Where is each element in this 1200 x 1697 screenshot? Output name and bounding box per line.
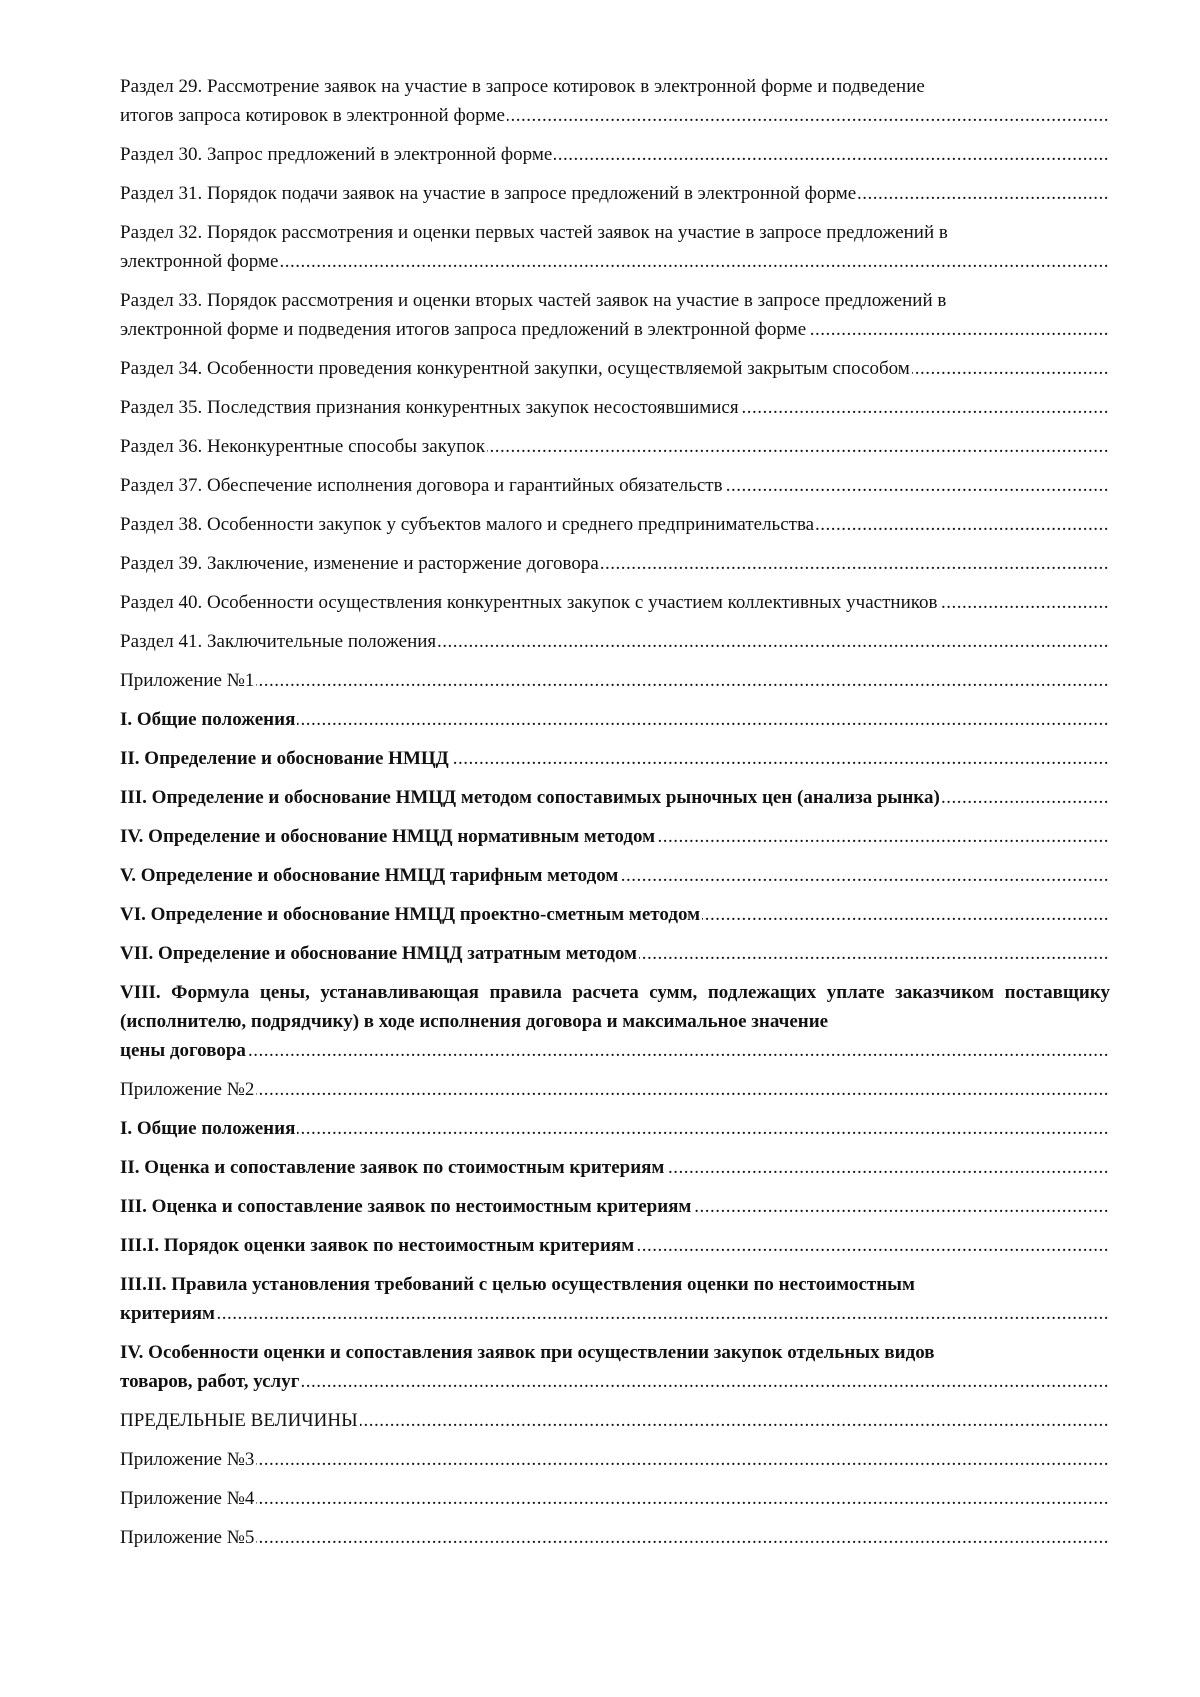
toc-entry-text: цены договора [120,1040,246,1061]
toc-entry-text: I. Общие положения [120,709,296,730]
toc-entry-text: IV. Определение и обоснование НМЦД нормативным методом [120,826,656,847]
toc-entry[interactable] [120,286,1110,344]
toc-entry-text: Раздел 37. Обеспечение исполнения договора и гарантийных обязательств [120,475,723,496]
toc-entry-text: Раздел 34. Особенности проведения конкурентной закупки, осуществляемой закрытым способом [120,358,910,379]
toc-entry[interactable] [120,861,1110,890]
toc-entry-text: Раздел 39. Заключение, изменение и расторжение договора [120,553,599,574]
toc-entry-text: Раздел 35. Последствия признания конкурентных закупок несостоявшимися [120,397,739,418]
toc-entry[interactable] [120,939,1110,968]
toc-entry[interactable] [120,72,1110,130]
toc-entry-text: Раздел 36. Неконкурентные способы закупок [120,436,486,457]
toc-entry[interactable] [120,179,1110,208]
toc-entry-text: электронной форме и подведения итогов запроса предложений в электронной форме [120,319,807,340]
toc-entry-text: электронной форме [120,251,279,272]
toc-entry[interactable] [120,1231,1110,1260]
toc-entry-text: Раздел 31. Порядок подачи заявок на участие в запросе предложений в электронной форме [120,183,857,204]
toc-entry-text: III. Определение и обоснование НМЦД методом сопоставимых рыночных цен (анализа рынка) [120,787,940,808]
toc-entry-text: критериям [120,1303,215,1324]
toc-entry[interactable] [120,1114,1110,1143]
toc-entry[interactable] [120,1153,1110,1182]
toc-entry[interactable] [120,393,1110,422]
toc-entry[interactable] [120,822,1110,851]
table-of-contents [120,72,1110,1562]
toc-entry[interactable] [120,1338,1110,1396]
toc-entry[interactable] [120,705,1110,734]
toc-entry-text: товаров, работ, услуг [120,1371,300,1392]
toc-entry[interactable] [120,1523,1110,1552]
toc-entry[interactable] [120,744,1110,773]
toc-entry-text: VIII. Формула цены, устанавливающая правила расчета сумм, подлежащих уплате заказчиком поставщику (исполнителю, подрядчику) в ходе исполнения договора и максимальное значение [120,982,1110,1032]
toc-entry[interactable] [120,627,1110,656]
toc-entry-text: Раздел 30. Запрос предложений в электронной форме [120,144,553,165]
toc-entry-text: Приложение №2 [120,1079,255,1100]
toc-entry[interactable] [120,978,1110,1065]
toc-entry-text: III.I. Порядок оценки заявок по нестоимостным критериям [120,1235,635,1256]
toc-entry[interactable] [120,1406,1110,1435]
toc-entry[interactable] [120,549,1110,578]
toc-entry[interactable] [120,510,1110,539]
toc-entry[interactable] [120,218,1110,276]
toc-entry[interactable] [120,354,1110,383]
toc-entry[interactable] [120,1484,1110,1513]
toc-entry-text: Раздел 32. Порядок рассмотрения и оценки первых частей заявок на участие в запросе предложений в [120,222,948,243]
toc-entry-text: ПРЕДЕЛЬНЫЕ ВЕЛИЧИНЫ [120,1410,358,1431]
toc-entry-text: IV. Особенности оценки и сопоставления заявок при осуществлении закупок отдельных видов [120,1342,935,1363]
toc-entry-text: I. Общие положения [120,1118,296,1139]
toc-entry[interactable] [120,140,1110,169]
toc-entry-text: Приложение №3 [120,1449,255,1470]
toc-entry[interactable] [120,1270,1110,1328]
toc-entry[interactable] [120,1445,1110,1474]
toc-entry-text: VII. Определение и обоснование НМЦД затратным методом [120,943,637,964]
toc-entry[interactable] [120,588,1110,617]
toc-entry-text: V. Определение и обоснование НМЦД тарифным методом [120,865,619,886]
toc-entry[interactable] [120,900,1110,929]
toc-entry-text: II. Определение и обоснование НМЦД [120,748,449,769]
toc-entry-text: Раздел 41. Заключительные положения [120,631,437,652]
toc-entry-text: VI. Определение и обоснование НМЦД проектно-сметным методом [120,904,701,925]
toc-entry-text: Раздел 38. Особенности закупок у субъектов малого и среднего предпринимательства [120,514,815,535]
toc-entry-text: Приложение №5 [120,1527,255,1548]
toc-entry[interactable] [120,471,1110,500]
toc-entry-text: Приложение №4 [120,1488,255,1509]
toc-entry-text: III. Оценка и сопоставление заявок по нестоимостным критериям [120,1196,692,1217]
toc-entry[interactable] [120,1075,1110,1104]
toc-entry-text: Приложение №1 [120,670,255,691]
toc-entry-text: итогов запроса котировок в электронной форме [120,105,505,126]
toc-entry-text: Раздел 33. Порядок рассмотрения и оценки вторых частей заявок на участие в запросе предложений в [120,290,947,311]
toc-entry-text: III.II. Правила установления требований с целью осуществления оценки по нестоимостным [120,1274,915,1295]
toc-entry-text: II. Оценка и сопоставление заявок по стоимостным критериям [120,1157,665,1178]
toc-entry-text: Раздел 29. Рассмотрение заявок на участие в запросе котировок в электронной форме и подведение [120,76,925,97]
toc-entry[interactable] [120,783,1110,812]
toc-entry-text: Раздел 40. Особенности осуществления конкурентных закупок с участием коллективных участников [120,592,938,613]
toc-entry[interactable] [120,666,1110,695]
toc-entry[interactable] [120,432,1110,461]
toc-entry[interactable] [120,1192,1110,1221]
